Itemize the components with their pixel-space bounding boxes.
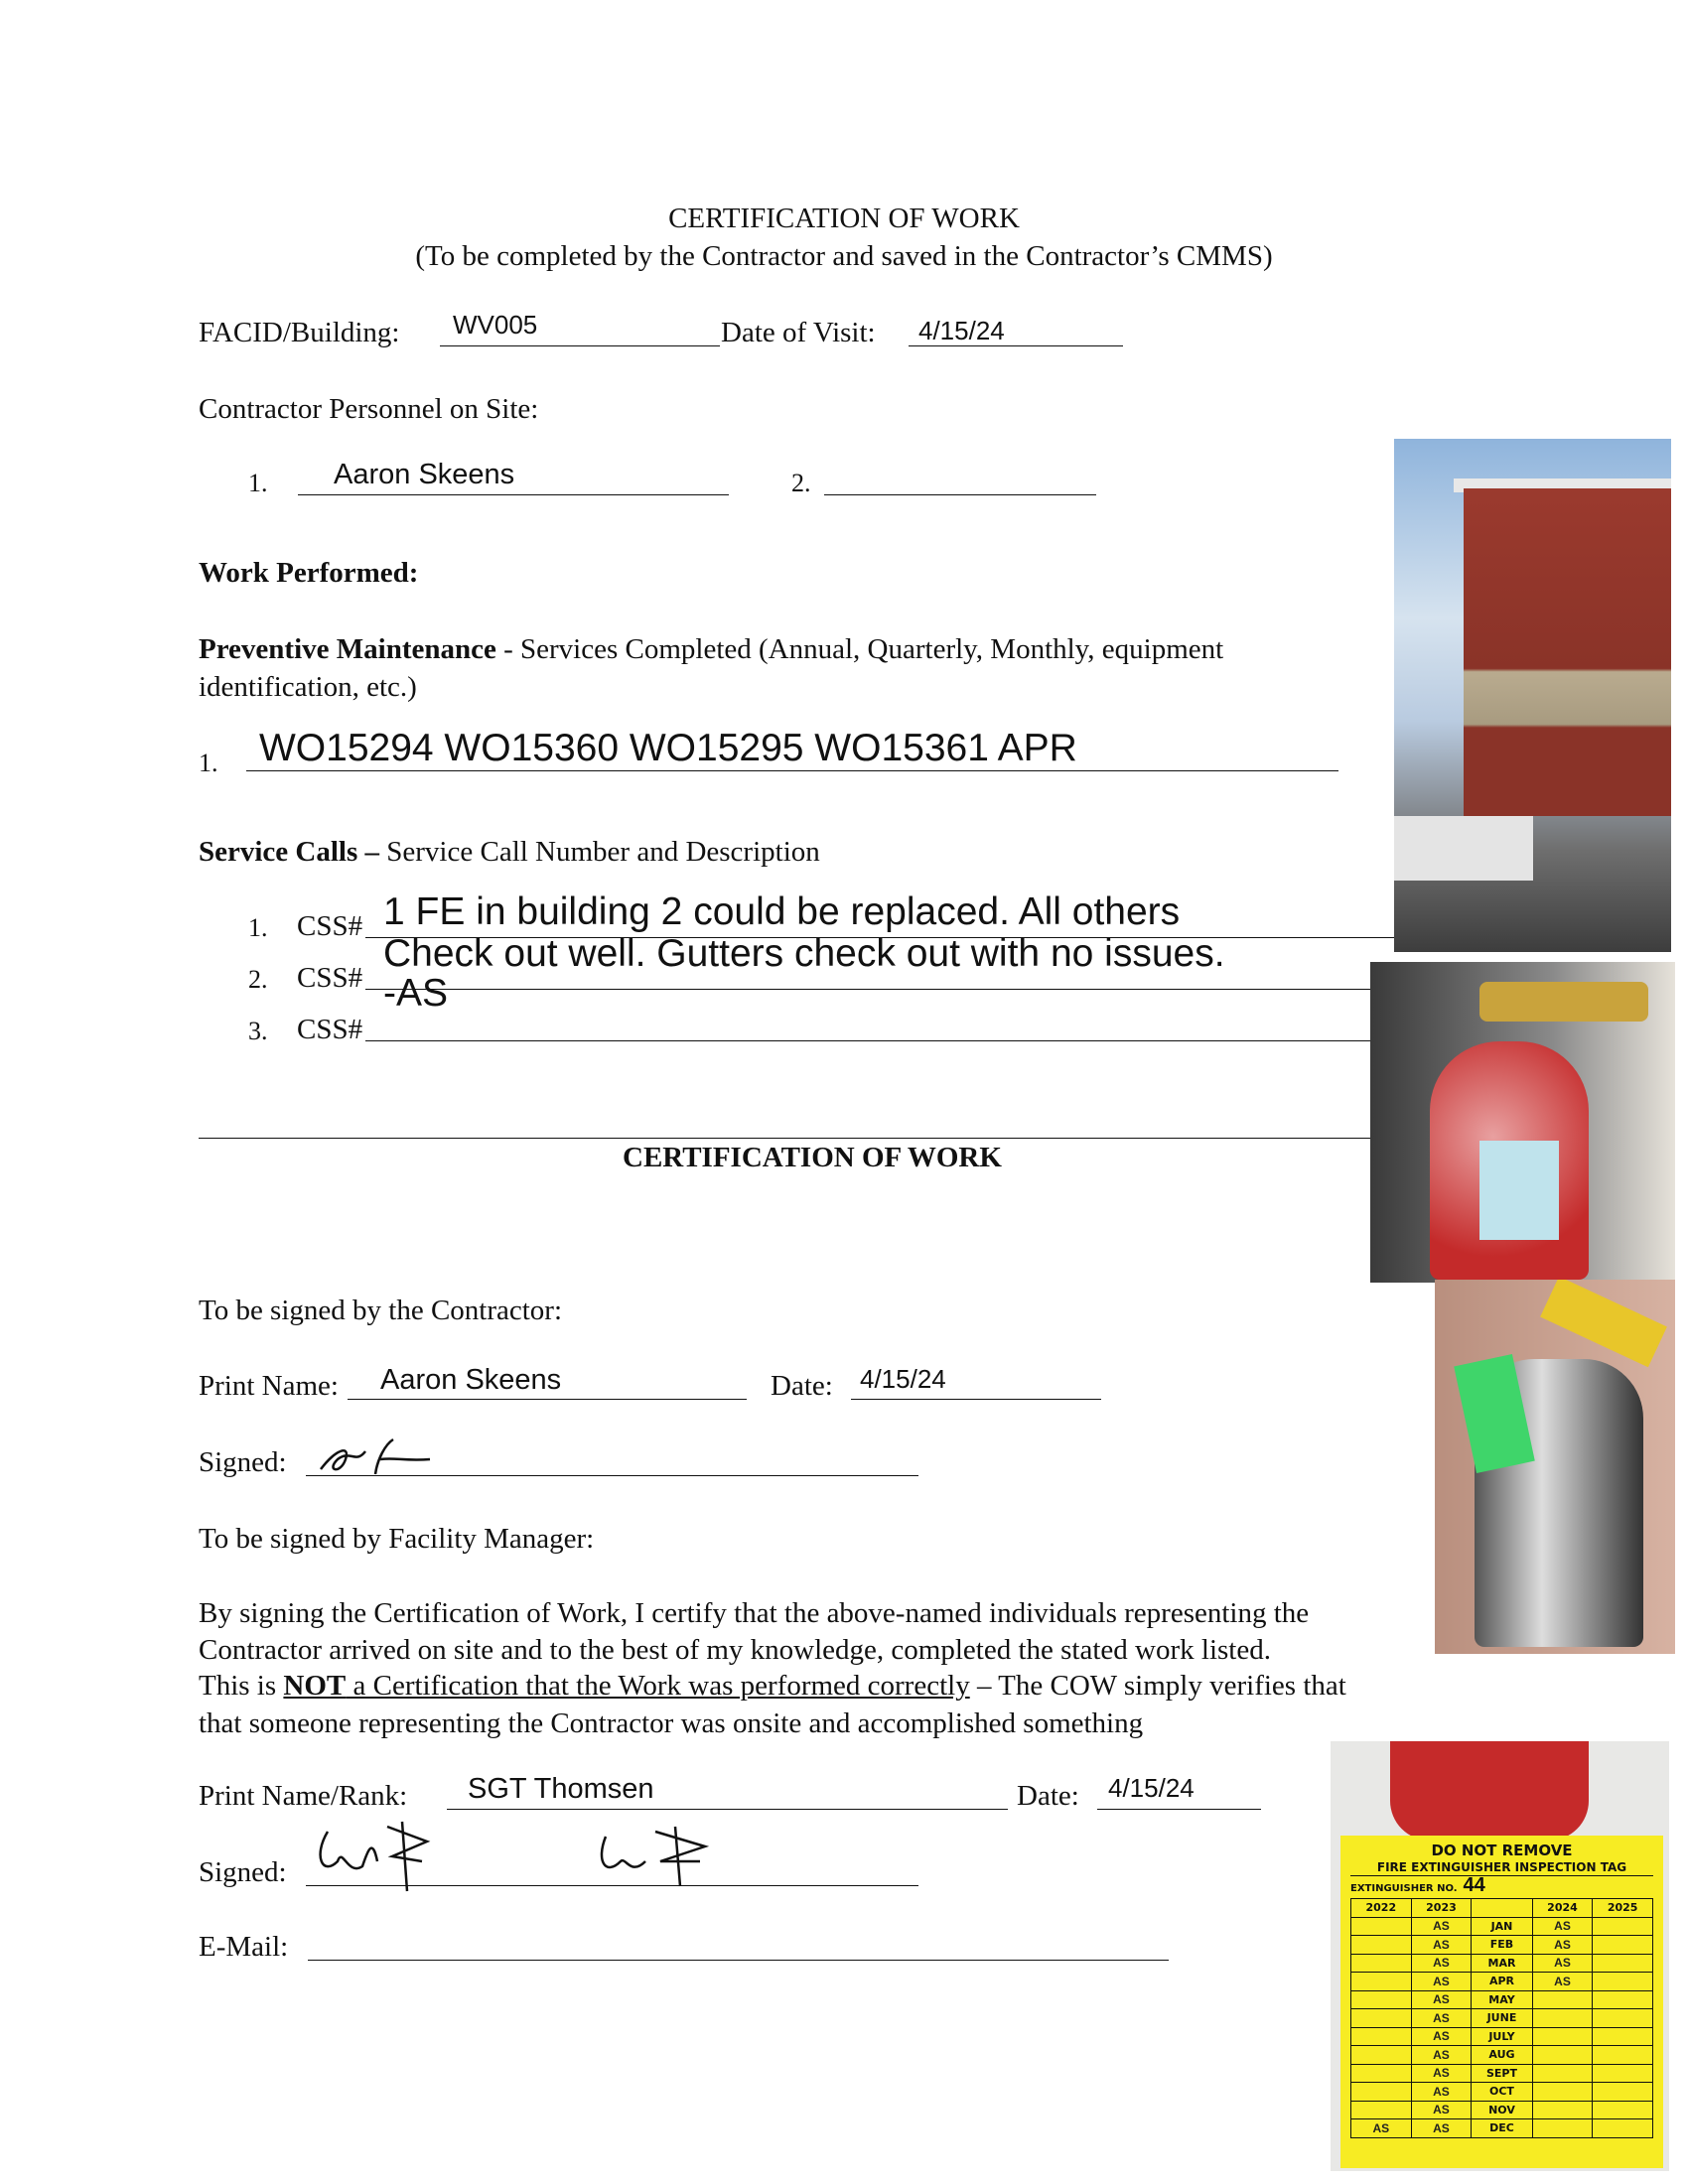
service-note-2: Check out well. Gutters check out with no issues. [383,932,1225,975]
para3-not: NOT [283,1670,347,1702]
manager-date-label: Date: [1017,1780,1079,1812]
tag-empty-cell [1593,1973,1653,1991]
tag-initials: AS [1532,1973,1593,1991]
css-2-label: CSS# [297,962,363,994]
tag-ext-no: 44 [1463,1874,1485,1896]
tag-empty-cell [1351,2064,1412,2083]
personnel-1-value: Aaron Skeens [334,459,515,490]
tag-empty-cell [1532,2046,1593,2065]
service-heading [199,835,820,869]
css-1-num: 1. [248,913,268,942]
tag-empty-cell [1532,2009,1593,2028]
manager-name-label: Print Name/Rank: [199,1780,408,1812]
tag-empty-cell [1532,2119,1593,2138]
facid-field[interactable] [440,345,720,346]
tag-initials: AS [1411,2027,1472,2046]
tag-initials: AS [1411,2083,1472,2102]
page-title: CERTIFICATION OF WORK [668,203,1020,234]
tag-empty-cell [1593,1990,1653,2009]
tag-initials: AS [1411,2101,1472,2119]
visit-label: Date of Visit: [721,317,876,348]
building-photo [1394,439,1671,952]
tag-empty-cell [1532,2027,1593,2046]
tag-empty-cell [1351,1973,1412,1991]
contractor-name-label: Print Name: [199,1370,339,1402]
css-3-label: CSS# [297,1014,363,1045]
tag-initials: AS [1351,2119,1412,2138]
manager-signed-label: Signed: [199,1856,287,1888]
tag-ext-label: EXTINGUISHER NO. [1350,1883,1458,1894]
tag-initials: AS [1411,2064,1472,2083]
contractor-signature-icon [316,1430,435,1484]
tag-initials: AS [1411,2046,1472,2065]
personnel-2-field[interactable] [824,494,1096,495]
certification-heading: CERTIFICATION OF WORK [623,1142,1002,1173]
contractor-date-value: 4/15/24 [860,1364,946,1394]
manager-signature-icon [308,1817,725,1896]
page-subtitle: (To be completed by the Contractor and saved in the Contractor’s CMMS) [415,240,1273,272]
tag-initials: AS [1411,2119,1472,2138]
manager-para-3 [199,1669,1346,1703]
tag-initials: AS [1411,1917,1472,1936]
tag-initials: AS [1532,1917,1593,1936]
inspection-tag-photo [1331,1741,1669,2171]
tag-month: MAR [1472,1954,1532,1973]
contractor-date-label: Date: [771,1370,833,1402]
tag-empty-cell [1593,2064,1653,2083]
personnel-2-num: 2. [791,469,811,497]
pm-bold: Preventive Maintenance [199,633,496,665]
tag-month: JUNE [1472,2009,1532,2028]
manager-email-field[interactable] [308,1960,1169,1961]
tag-empty-cell [1351,2027,1412,2046]
tag-month: JAN [1472,1917,1532,1936]
tag-initials: AS [1532,1936,1593,1955]
tag-empty-cell [1351,2009,1412,2028]
css-1-label: CSS# [297,910,363,942]
tag-year-header [1472,1899,1532,1918]
tag-initials: AS [1411,1954,1472,1973]
chrome-extinguisher-photo [1435,1280,1675,1654]
tag-empty-cell [1593,1936,1653,1955]
tag-initials: AS [1411,1973,1472,1991]
service-note-1: 1 FE in building 2 could be replaced. All others [383,890,1181,933]
visit-value: 4/15/24 [918,316,1005,345]
manager-intro: To be signed by Facility Manager: [199,1523,595,1555]
tag-month: APR [1472,1973,1532,1991]
tag-month: DEC [1472,2119,1532,2138]
pm-1-field[interactable] [246,770,1338,771]
tag-empty-cell [1351,1954,1412,1973]
tag-empty-cell [1532,1990,1593,2009]
tag-empty-cell [1351,2083,1412,2102]
contractor-date-field[interactable] [851,1399,1101,1400]
manager-name-field[interactable] [447,1809,1008,1810]
tag-month: MAY [1472,1990,1532,2009]
tag-year-header: 2025 [1593,1899,1653,1918]
tag-empty-cell [1593,2027,1653,2046]
pm-desc: - Services Completed (Annual, Quarterly, Monthly, equipment [495,633,1224,665]
personnel-1-field[interactable] [298,494,729,495]
css-2-field[interactable] [365,989,1370,990]
tag-empty-cell [1351,2101,1412,2119]
section-divider [199,1138,1370,1139]
manager-date-value: 4/15/24 [1108,1773,1195,1803]
pm-desc-2: identification, etc.) [199,671,417,703]
css-3-field[interactable] [365,1040,1370,1041]
tag-month: AUG [1472,2046,1532,2065]
tag-empty-cell [1532,2064,1593,2083]
tag-empty-cell [1351,1936,1412,1955]
tag-empty-cell [1351,2046,1412,2065]
manager-para-4: that someone representing the Contractor was onsite and accomplished something [199,1707,1144,1739]
contractor-intro: To be signed by the Contractor: [199,1295,563,1326]
tag-empty-cell [1351,1990,1412,2009]
personnel-1-num: 1. [248,469,268,497]
manager-para-2: Contractor arrived on site and to the best of my knowledge, completed the stated work listed. [199,1634,1271,1666]
pm-heading [199,632,1223,666]
para3-a: This is [199,1670,284,1702]
tag-initials: AS [1411,1936,1472,1955]
service-bold: Service Calls – [199,836,380,868]
tag-empty-cell [1593,2046,1653,2065]
tag-empty-cell [1593,2101,1653,2119]
para3-c: a Certification that the Work was performed correctly [346,1670,970,1702]
tag-month: JULY [1472,2027,1532,2046]
facid-label: FACID/Building: [199,317,400,348]
tag-month: SEPT [1472,2064,1532,2083]
tag-empty-cell [1593,1917,1653,1936]
tag-empty-cell [1593,2009,1653,2028]
tag-month: FEB [1472,1936,1532,1955]
tag-empty-cell [1532,2083,1593,2102]
contractor-signed-label: Signed: [199,1446,287,1478]
service-desc: Service Call Number and Description [379,836,820,868]
pm-1-value: WO15294 WO15360 WO15295 WO15361 APR [259,727,1077,769]
manager-email-label: E-Mail: [199,1931,289,1963]
manager-name-value: SGT Thomsen [468,1773,654,1805]
personnel-label: Contractor Personnel on Site: [199,393,539,425]
tag-year-header: 2024 [1532,1899,1593,1918]
pm-1-num: 1. [199,749,218,777]
service-note-3: -AS [383,972,449,1015]
tag-empty-cell [1351,1917,1412,1936]
manager-date-field[interactable] [1097,1809,1261,1810]
manager-para-1: By signing the Certification of Work, I certify that the above-named individuals representing the [199,1597,1310,1629]
tag-initials: AS [1411,2009,1472,2028]
contractor-name-value: Aaron Skeens [380,1364,562,1396]
css-3-num: 3. [248,1017,268,1045]
tag-empty-cell [1593,2119,1653,2138]
tag-year-header: 2023 [1411,1899,1472,1918]
tag-empty-cell [1593,2083,1653,2102]
tag-table [1350,1898,1653,2138]
tag-month: OCT [1472,2083,1532,2102]
css-2-num: 2. [248,965,268,994]
work-performed-heading: Work Performed: [199,557,419,589]
tag-title: DO NOT REMOVE [1431,1842,1573,1859]
para3-d: – The COW simply verifies that [969,1670,1346,1702]
tag-empty-cell [1593,1954,1653,1973]
tag-subtitle: FIRE EXTINGUISHER INSPECTION TAG [1350,1859,1653,1876]
tag-empty-cell [1532,2101,1593,2119]
contractor-name-field[interactable] [348,1399,747,1400]
facid-value: WV005 [453,310,538,340]
tag-month: NOV [1472,2101,1532,2119]
tag-initials: AS [1532,1954,1593,1973]
tag-year-header: 2022 [1351,1899,1412,1918]
red-extinguisher-photo [1370,962,1675,1283]
tag-initials: AS [1411,1990,1472,2009]
